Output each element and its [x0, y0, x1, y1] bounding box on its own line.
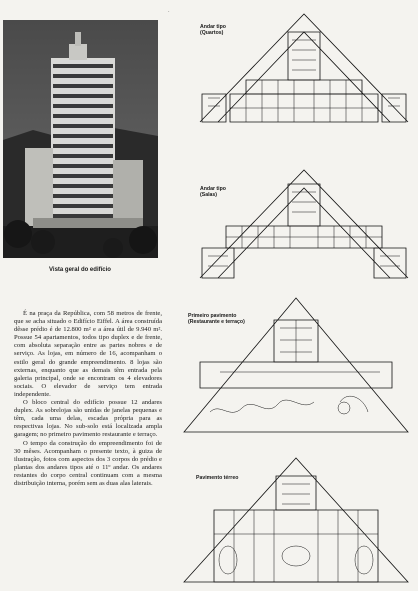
photo-caption: Vista geral do edifício	[49, 267, 111, 273]
building-photo	[3, 20, 158, 258]
floor-plan-primeiro-pavimento	[180, 292, 412, 438]
article-paragraph-3: O tempo da construção do empreendimento foi de 30 mêses. Acompanham o presente texto, à guiza de ilustração, fotos com aspectos dos 3 corpos do prédio e plantas dos andares tipos até o 11º andar. Os andares restantes do corpo central continuam com a mesma distribuição interna, porém sem as duas alas laterais.	[14, 439, 162, 487]
plan-title: Primeiro pavimento	[188, 313, 237, 319]
plan-subtitle: (Salas)	[200, 192, 218, 199]
article-paragraph-1: É na praça da República, com 58 metros de frente, que se acha situado o Edifício Eiffel. A área construída dêsse prédio é de 12.800 m² e a área útil de 9.940 m². Possue 54 apartamentos, todos tipo duplex e de frente, com absoluta separação entre as partes nobres e de serviço. As lojas, em número de 16, acompanham o estilo geral do grande empreendimento. 8 lojas são externas, enquanto que as demais têm entrada pela galeria principal, onde se encontram os 4 elevadores sociais. O elevador de serviço tem entrada independente.	[14, 310, 162, 398]
floor-plan-pavimento-terreo	[180, 452, 412, 586]
plan-title: Andar tipo	[200, 186, 226, 192]
article-paragraph-2: O bloco central do edifício possue 12 andares duplex. As sobrelojas são unidas de janelas pequenas e têm, cada uma delas, escadas própria para as respectivas lojas. No sub-solo está localizada ampla garagem; no primeiro pavimento restaurante e terraço.	[14, 399, 162, 439]
plan-title: Andar tipo	[200, 24, 226, 30]
plan-subtitle: (Restaurante e terraço)	[188, 319, 245, 326]
floor-plan-andar-tipo-quartos	[196, 10, 412, 132]
article-body	[14, 310, 162, 488]
plan-title: Pavimento térreo	[196, 475, 239, 481]
building-photo-image	[3, 20, 158, 258]
floor-plan-andar-tipo-salas	[196, 166, 412, 288]
plan-subtitle: (Quartos)	[200, 30, 224, 37]
page-mark: ·	[168, 10, 170, 15]
